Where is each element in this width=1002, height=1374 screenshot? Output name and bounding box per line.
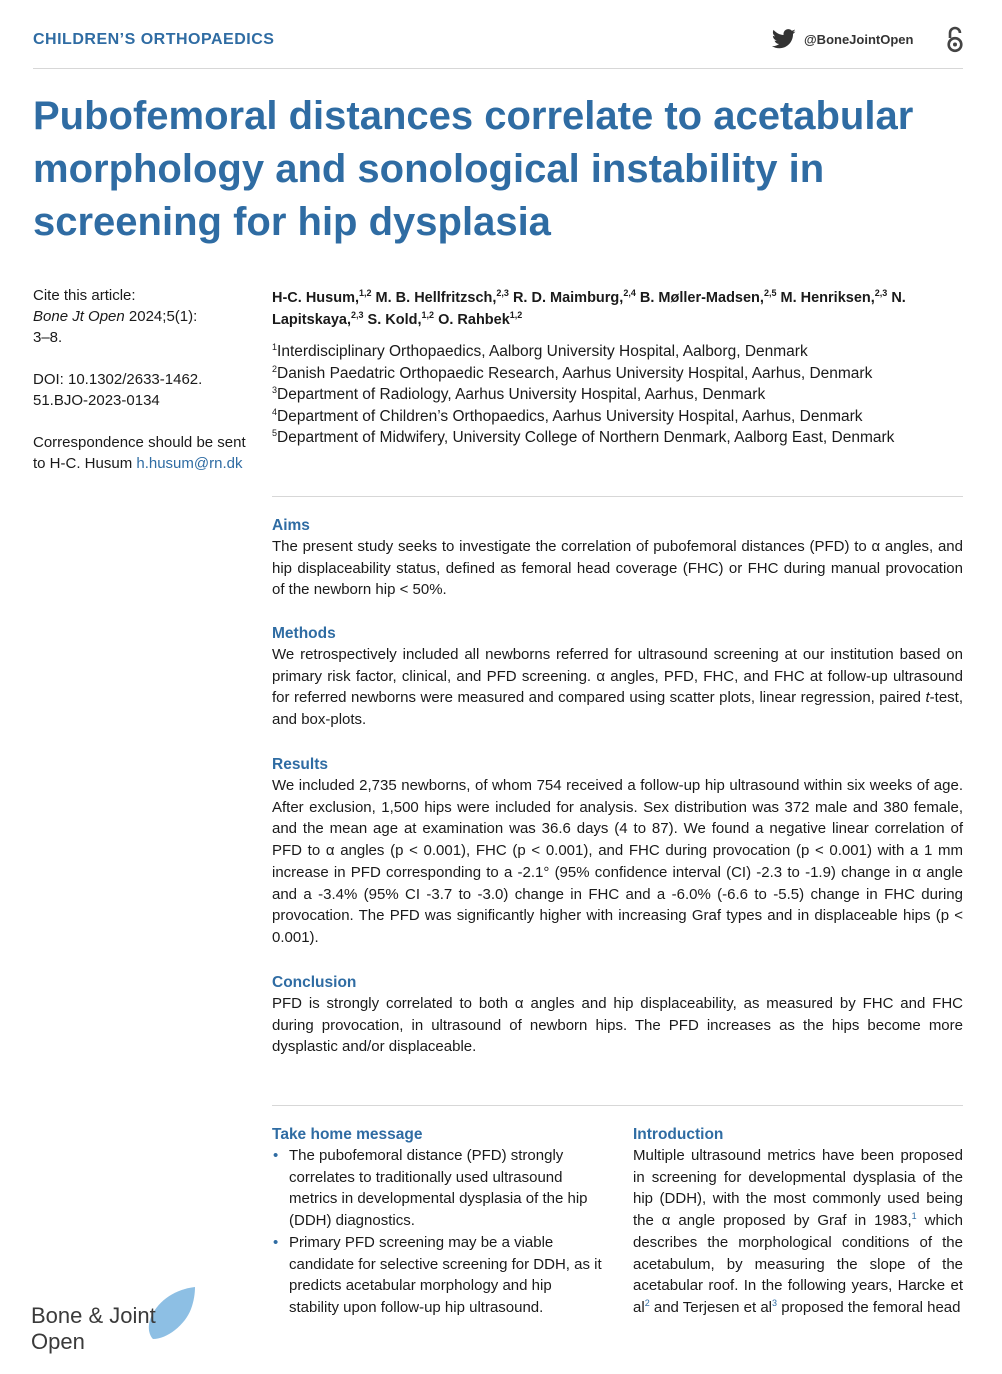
twitter-link[interactable]: [772, 29, 913, 49]
methods-text-t: t: [925, 689, 930, 707]
citation: [33, 285, 253, 348]
take-home-box: [272, 1124, 602, 1319]
author-affiliation-sup: 2,5: [763, 288, 777, 299]
author-name: S. Kold,: [367, 312, 422, 328]
author-affiliation-sup: 2,3: [874, 288, 888, 299]
author-affiliation-sup: 2,4: [623, 288, 636, 299]
logo-line-1: Bone & Joint: [31, 1303, 156, 1328]
affiliation-text: Danish Paedatric Orthopaedic Research, Aarhus University Hospital, Aarhus, Denmark: [277, 364, 873, 382]
take-home-heading: Take home message: [272, 1126, 423, 1143]
affiliation-text: Department of Children’s Orthopaedics, Aarhus University Hospital, Aarhus, Denmark: [277, 407, 863, 425]
abstract-results: [272, 754, 963, 949]
results-heading: Results: [272, 756, 328, 773]
divider: [272, 496, 963, 497]
doi-line-1: DOI: 10.1302/2633-1462.: [33, 371, 203, 388]
affiliation-item: [272, 384, 972, 406]
affiliation-text: Interdisciplinary Orthopaedics, Aalborg University Hospital, Aalborg, Denmark: [277, 343, 808, 360]
cite-volume: 2024;5(1):: [124, 308, 198, 325]
twitter-handle: @BoneJointOpen: [804, 31, 914, 47]
take-home-list: [272, 1145, 602, 1319]
conclusion-heading: Conclusion: [272, 974, 357, 991]
affiliation-item: [272, 341, 972, 363]
methods-text-b: -test, and box-plots.: [272, 689, 963, 729]
cite-journal: Bone Jt Open: [33, 308, 125, 325]
methods-heading: Methods: [272, 625, 336, 642]
section-label: CHILDREN’S ORTHOPAEDICS: [33, 31, 275, 48]
cite-label: Cite this article:: [33, 287, 136, 304]
results-text: We included 2,735 newborns, of whom 754 received a follow-up hip ultrasound within six weeks of age. After exclusion, 1,500 hips were included for analysis. Sex distribution was 372 male and 380 female, and the mean age at examination was 36.6 days (4 to 87). We found a negative linear correlation of PFD to α angles (p < 0.001), FHC (p < 0.001), and FHC during provocation (p < 0.001) with a 1 mm increase in PFD corresponding to a -2.1° (95% confidence interval (CI) -2.3 to -1.9) change in α angle and a -3.4% (95% CI -3.7 to -3.0) change in FHC and a -6.0% (-6.6 to -5.5) change in FHC during provocation. The PFD was significantly higher with increasing Graf types and in displaceable hips (p < 0.001).: [272, 777, 963, 946]
correspondence-email-link[interactable]: h.husum@rn.dk: [136, 455, 243, 472]
author-affiliation-sup: 1,2: [359, 288, 372, 299]
correspondence-text: Correspondence should be sent to H-C. Husum: [33, 434, 246, 472]
affiliation-text: Department of Midwifery, University College of Northern Denmark, Aalborg East, Denmark: [277, 429, 895, 447]
affiliation-number: 3: [272, 385, 278, 396]
abstract-aims: [272, 515, 963, 601]
introduction-text: [633, 1145, 963, 1319]
methods-text-a: We retrospectively included all newborns referred for ultrasound screening at our institution based on primary risk factor, clinical, and PFD screening. α angles, PFD, FHC, and FHC at follow-up ultrasound for referred newborns were measured and compared using scatter plots, linear regression, paired: [272, 646, 963, 707]
affiliation-number: 4: [272, 406, 278, 417]
open-access-icon: [944, 26, 966, 54]
doi: [33, 369, 253, 411]
methods-text: [272, 644, 963, 731]
affiliation-text: Department of Radiology, Aarhus University Hospital, Aarhus, Denmark: [277, 386, 766, 404]
aims-text: The present study seeks to investigate the correlation of pubofemoral distances (PFD) to α angles, and hip displaceability status, defined as femoral head coverage (FHC) or FHC during manual provocation of the newborn hip < 50%.: [272, 538, 963, 599]
correspondence: [33, 432, 253, 474]
aims-heading: Aims: [272, 517, 310, 534]
list-item: • Primary PFD screening may be a viable candidate for selective screening for DDH, as it predicts acetabular morphology and hip stability upon follow-up hip ultrasound.: [272, 1232, 602, 1319]
author-list: [272, 287, 962, 331]
author-name: M. B. Hellfritzsch,: [375, 290, 497, 306]
author-affiliation-sup: 2,3: [496, 288, 509, 299]
affiliation-number: 1: [272, 341, 278, 352]
article-title: Pubofemoral distances correlate to acetabular morphology and sonological instability in screening for hip dysplasia: [33, 94, 914, 244]
affiliation-number: 5: [272, 428, 278, 439]
author-name: H-C. Husum,: [272, 290, 359, 306]
affiliation-item: [272, 406, 972, 428]
divider: [272, 1105, 963, 1106]
author-name: M. Henriksen,: [780, 290, 875, 306]
intro-text-c: and Terjesen et al: [649, 1298, 773, 1316]
affiliations: [272, 341, 972, 449]
doi-line-2: 51.BJO-2023-0134: [33, 392, 160, 409]
author-affiliation-sup: 2,3: [351, 310, 364, 321]
introduction: [633, 1124, 963, 1319]
affiliation-item: [272, 363, 972, 385]
reference-link[interactable]: 3: [772, 1297, 778, 1308]
author-name: R. D. Maimburg,: [512, 290, 624, 306]
introduction-heading: Introduction: [633, 1126, 724, 1143]
abstract-conclusion: [272, 972, 963, 1058]
intro-text-a: Multiple ultrasound metrics have been proposed in screening for developmental dysplasia of the hip (DDH), with the most commonly used being the α angle proposed by Graf in 1983,: [633, 1147, 963, 1230]
article-sidebar: [33, 285, 253, 495]
list-item: • The pubofemoral distance (PFD) strongly correlates to traditionally used ultrasound metrics in developmental dysplasia of the hip (DDH) diagnostics.: [272, 1145, 602, 1232]
intro-text-d: proposed the femoral head: [777, 1298, 961, 1316]
journal-logo: [31, 1285, 156, 1355]
author-affiliation-sup: 1,2: [509, 310, 523, 321]
twitter-icon: [772, 29, 796, 49]
author-affiliation-sup: 1,2: [421, 310, 435, 321]
author-name: O. Rahbek: [438, 312, 510, 328]
intro-text-b: which describes the morphological conditions of the acetabulum, by measuring the slope of the acetabular roof. In the following years, Harcke et al: [633, 1212, 963, 1316]
author-name: B. Møller-Madsen,: [639, 290, 764, 306]
conclusion-text: PFD is strongly correlated to both α angles and hip displaceability, as measured by FHC and FHC during provocation, in ultrasound of newborn hips. The PFD increases as the hips become more dysplastic and/or displaceable.: [272, 995, 963, 1056]
reference-link[interactable]: 2: [644, 1297, 650, 1308]
cite-pages: 3–8.: [33, 329, 63, 346]
abstract-methods: [272, 623, 963, 731]
author-name: N. Lapitskaya,: [272, 290, 906, 328]
reference-link[interactable]: 1: [911, 1211, 917, 1222]
affiliation-number: 2: [272, 363, 278, 374]
logo-line-2: Open: [31, 1329, 85, 1354]
top-divider: [33, 68, 963, 69]
affiliation-item: [272, 427, 972, 449]
